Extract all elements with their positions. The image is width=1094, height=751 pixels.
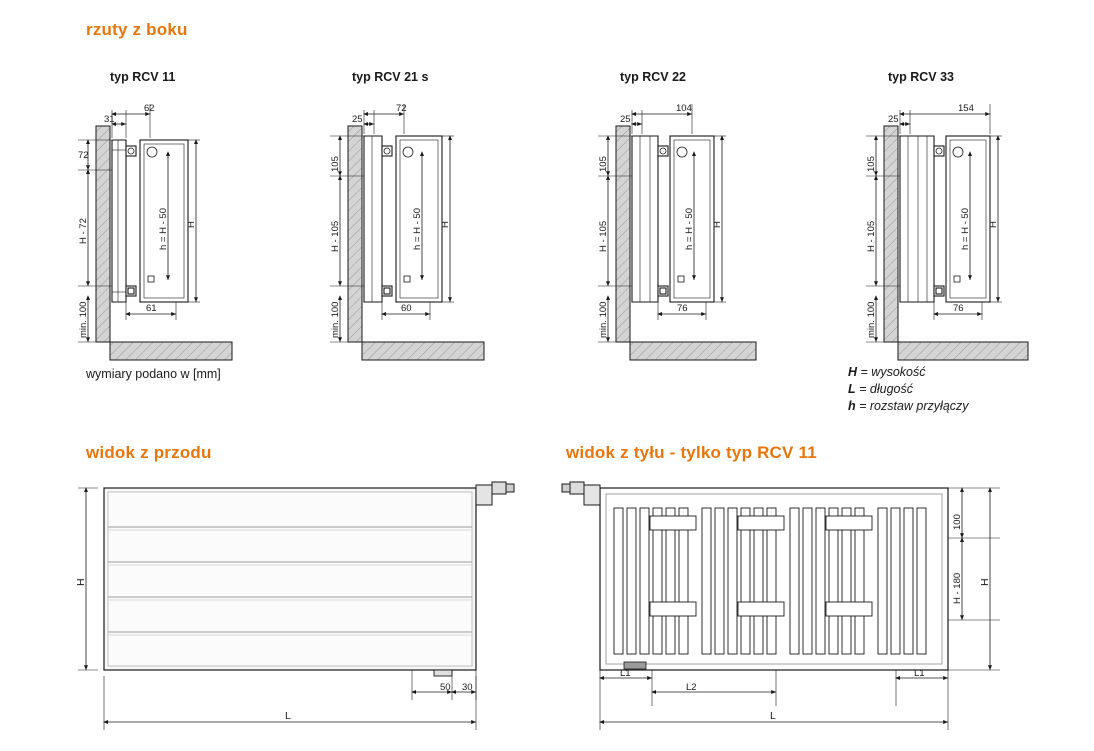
dim-rcv21-60: 60 bbox=[401, 303, 412, 314]
units-note: wymiary podano w [mm] bbox=[86, 367, 221, 381]
dim-back-100: 100 bbox=[952, 514, 963, 530]
dim-back-H: H bbox=[979, 578, 991, 586]
side-view-rcv33 bbox=[866, 103, 1028, 360]
dim-rcv22-h105: H - 105 bbox=[598, 220, 609, 252]
legend-text-l: = długość bbox=[859, 382, 913, 396]
dim-rcv11-31: 31 bbox=[104, 114, 115, 125]
dim-back-L1-right: L1 bbox=[914, 668, 925, 679]
dim-front-H: H bbox=[75, 578, 87, 586]
dim-rcv33-h105: H - 105 bbox=[866, 220, 877, 252]
dim-rcv33-76: 76 bbox=[953, 303, 964, 314]
dim-rcv11-72: 72 bbox=[78, 150, 89, 161]
dim-rcv33-h: h = H - 50 bbox=[960, 208, 971, 250]
dim-rcv22-25: 25 bbox=[620, 114, 631, 125]
panel-title-rcv11: typ RCV 11 bbox=[110, 70, 176, 84]
panel-title-rcv33: typ RCV 33 bbox=[888, 70, 954, 84]
side-view-rcv22 bbox=[598, 103, 756, 360]
dim-rcv33-min100: min. 100 bbox=[866, 301, 877, 338]
dim-back-L2: L2 bbox=[686, 682, 697, 693]
legend-symbol-h: H bbox=[848, 365, 858, 379]
dim-rcv33-154: 154 bbox=[958, 103, 974, 114]
dim-rcv11-H: H bbox=[186, 221, 197, 228]
dim-rcv22-105: 105 bbox=[598, 156, 609, 172]
back-view-rcv11 bbox=[562, 482, 1000, 730]
dim-rcv22-min100: min. 100 bbox=[598, 301, 609, 338]
dim-rcv11-min100: min. 100 bbox=[78, 301, 89, 338]
dim-front-L: L bbox=[285, 710, 291, 722]
dim-rcv22-H: H bbox=[712, 221, 723, 228]
section-title-front-view: widok z przodu bbox=[86, 443, 212, 462]
dim-rcv21-min100: min. 100 bbox=[330, 301, 341, 338]
dim-rcv21-H: H bbox=[440, 221, 451, 228]
front-view bbox=[75, 482, 514, 730]
legend-text-hsmall: = rozstaw przyłączy bbox=[859, 399, 969, 413]
dim-back-L: L bbox=[770, 710, 776, 722]
panel-title-rcv22: typ RCV 22 bbox=[620, 70, 686, 84]
dim-rcv21-h: h = H - 50 bbox=[412, 208, 423, 250]
dim-back-L1-left: L1 bbox=[620, 668, 631, 679]
dim-rcv11-62: 62 bbox=[144, 103, 155, 114]
dim-rcv11-61: 61 bbox=[146, 303, 157, 314]
dim-front-30: 30 bbox=[462, 682, 473, 693]
dim-rcv11-h: h = H - 50 bbox=[158, 208, 169, 250]
dim-rcv21-105: 105 bbox=[330, 156, 341, 172]
legend-symbol-hsmall: h bbox=[848, 399, 856, 413]
dim-rcv33-25: 25 bbox=[888, 114, 899, 125]
dim-rcv22-104: 104 bbox=[676, 103, 692, 114]
dim-rcv11-h72: H - 72 bbox=[78, 218, 89, 244]
dim-rcv22-76: 76 bbox=[677, 303, 688, 314]
dim-rcv21-25: 25 bbox=[352, 114, 363, 125]
dim-rcv21-h105: H - 105 bbox=[330, 220, 341, 252]
panel-title-rcv21s: typ RCV 21 s bbox=[352, 70, 429, 84]
side-view-rcv21s bbox=[330, 103, 484, 360]
dim-rcv21-72: 72 bbox=[396, 103, 407, 114]
section-title-back-view: widok z tyłu - tylko typ RCV 11 bbox=[566, 443, 817, 462]
dim-back-h180: H - 180 bbox=[952, 572, 963, 604]
legend-text-h: = wysokość bbox=[860, 365, 926, 379]
dim-rcv22-h: h = H - 50 bbox=[684, 208, 695, 250]
section-title-side-views: rzuty z boku bbox=[86, 20, 188, 39]
dim-rcv33-H: H bbox=[988, 221, 999, 228]
dim-rcv33-105: 105 bbox=[866, 156, 877, 172]
side-view-rcv11 bbox=[78, 103, 232, 360]
dim-front-50: 50 bbox=[440, 682, 451, 693]
legend-symbol-l: L bbox=[848, 382, 856, 396]
